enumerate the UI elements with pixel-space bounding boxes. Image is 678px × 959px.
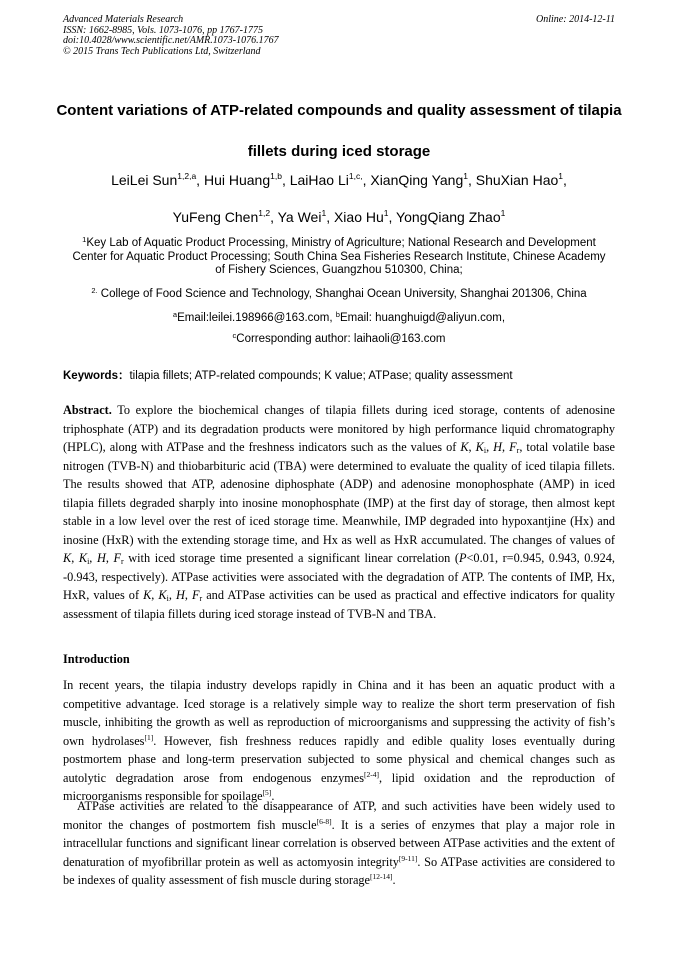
author-emails: $^a$Email:leilei.198966@163.com, $^b$Email: huanghuigd@aliyun.com, $^c$Corresponding author: laihaoli@163.com bbox=[172, 310, 506, 345]
author: Xiao Hu$^1$, bbox=[333, 208, 397, 225]
author: Hui Huang$^{1,b}$, bbox=[203, 171, 290, 188]
author: YongQiang Zhao$^1$ bbox=[396, 208, 506, 225]
abstract: Abstract. To explore the biochemical changes of tilapia fillets during iced storage, contents of adenosine triphosphate (ATP) and its degradation products were monitored by high performance liquid chromatography (HPLC), along with ATPase and the freshness indicators such as the values of K, $K_i$, H, $F_r$, total volatile base nitrogen (TVB-N) and thiobarbituric acid (TBA) were determined to evaluate the quality of iced tilapia fillets. The results showed that ATP, adenosine diphosphate (ADP) and adenosine monophosphate (AMP) in iced tilapia fillets degraded sharply into inosine monophosphate (IMP) at the first day of storage, then almost kept stable in a low level over the rest of iced storage time. Meanwhile, IMP degraded into hypoxantjine (Hx) and inosine (HxR) with the extending storage time, and Hx as well as HxR accumulated. The changes of values of K, $K_i$, H, $F_r$ with iced storage time presented a significant linear correlation (P<0.01, r=0.945, 0.943, 0.924, -0.943, respectively). ATPase activities were associated with the degradation of ATP. The contents of IMP, Hx, HxR, values of K, $K_i$, H, $F_r$ and ATPase activities can be used as practical and effective indicators for quality assessment of tilapia fillets during iced storage instead of TVB-N and TBA. bbox=[63, 403, 616, 621]
citation: [12-14] bbox=[370, 872, 393, 881]
citation: [9-11] bbox=[398, 853, 418, 863]
doi-line: doi:10.4028/www.scientific.net/AMR.1073-1076.1767 bbox=[63, 35, 279, 47]
affiliation-2: $^{2.}$ College of Food Science and Technology, Shanghai Ocean University, Shanghai 201306, China bbox=[91, 286, 587, 300]
section-heading-introduction: Introduction bbox=[63, 652, 130, 666]
intro-paragraph-1: In recent years, the tilapia industry develops rapidly in China and it has been an aquatic product with a competitive advantage. Iced storage is a relatively simple way to realize the short term preservation of fish muscle, inhibiting the growth as well as reproduction of microorganisms and suppressing the activity of fish’s own hydrolases[1]. However, fish freshness reduces rapidly and edible quality loses eventually during postmortem phase and long-term preservation subjected to some physical and chemical changes such as autolytic degradation arose from endogenous enzymes[2-4], lipid oxidation and the reproduction of microorganisms responsible for spoilage[5]. bbox=[63, 678, 616, 803]
corresponding-author: Corresponding author: laihaoli@163.com bbox=[236, 333, 446, 345]
keywords-text: tilapia fillets; ATP-related compounds; K value; ATPase; quality assessment bbox=[129, 370, 513, 382]
abstract-label: Abstract. bbox=[63, 403, 112, 417]
intro-paragraph-2: ATPase activities are related to the disappearance of ATP, and such activities have been widely used to monitor the changes of postmortem fish muscle[6-8]. It is a series of enzymes that play a major role in intracellular functions and significant linear correlation is observed between ATPase activities and the extent of denaturation of myofibrillar protein as well as actomyosin integrity[9-11]. So ATPase activities are considered to be indexes of quality assessment of fish muscle during storage[12-14]. bbox=[63, 799, 615, 887]
online-date: Online: 2014-12-11 bbox=[536, 14, 615, 25]
keywords-label: Keywords： bbox=[63, 370, 130, 382]
issn-line: ISSN: 1662-8985, Vols. 1073-1076, pp 1767-1775 bbox=[63, 24, 263, 36]
author: LaiHao $Li^{1,c,}$, bbox=[289, 171, 371, 188]
citation: [5] bbox=[262, 788, 272, 797]
journal-header bbox=[63, 15, 279, 57]
citation: [2-4] bbox=[364, 769, 380, 779]
keywords bbox=[63, 367, 615, 383]
paper-title: Content variations of ATP-related compounds and quality assessment of tilapia fillets during iced storage bbox=[56, 102, 622, 160]
author: Ya Wei$^1$, bbox=[277, 208, 334, 225]
author: YuFeng Chen$^{1,2}$, bbox=[172, 208, 278, 225]
journal-name: Advanced Materials Research bbox=[63, 14, 184, 25]
citation: [6-8] bbox=[316, 816, 332, 826]
author: ShuXian Hao$^1$, bbox=[475, 171, 567, 188]
author: XianQing Yang$^1$, bbox=[370, 171, 476, 188]
affiliation-1: $^1$Key Lab of Aquatic Product Processing, Ministry of Agriculture; National Research and Development Center for Aquatic Product Processing; South China Sea Fisheries Research Institute, Chinese Academy of Fishery Sciences, Guangzhou 510300, China; bbox=[72, 235, 606, 276]
citation: [1] bbox=[144, 732, 154, 742]
email-a: Email:leilei.198966@163.com, bbox=[177, 312, 336, 324]
copyright-line: © 2015 Trans Tech Publications Ltd, Switzerland bbox=[63, 45, 261, 57]
email-b: Email: huanghuigd@aliyun.com, bbox=[339, 312, 506, 324]
author: LeiLei Sun$^{1,2,a}$, bbox=[111, 171, 204, 188]
author-list bbox=[30, 162, 648, 236]
